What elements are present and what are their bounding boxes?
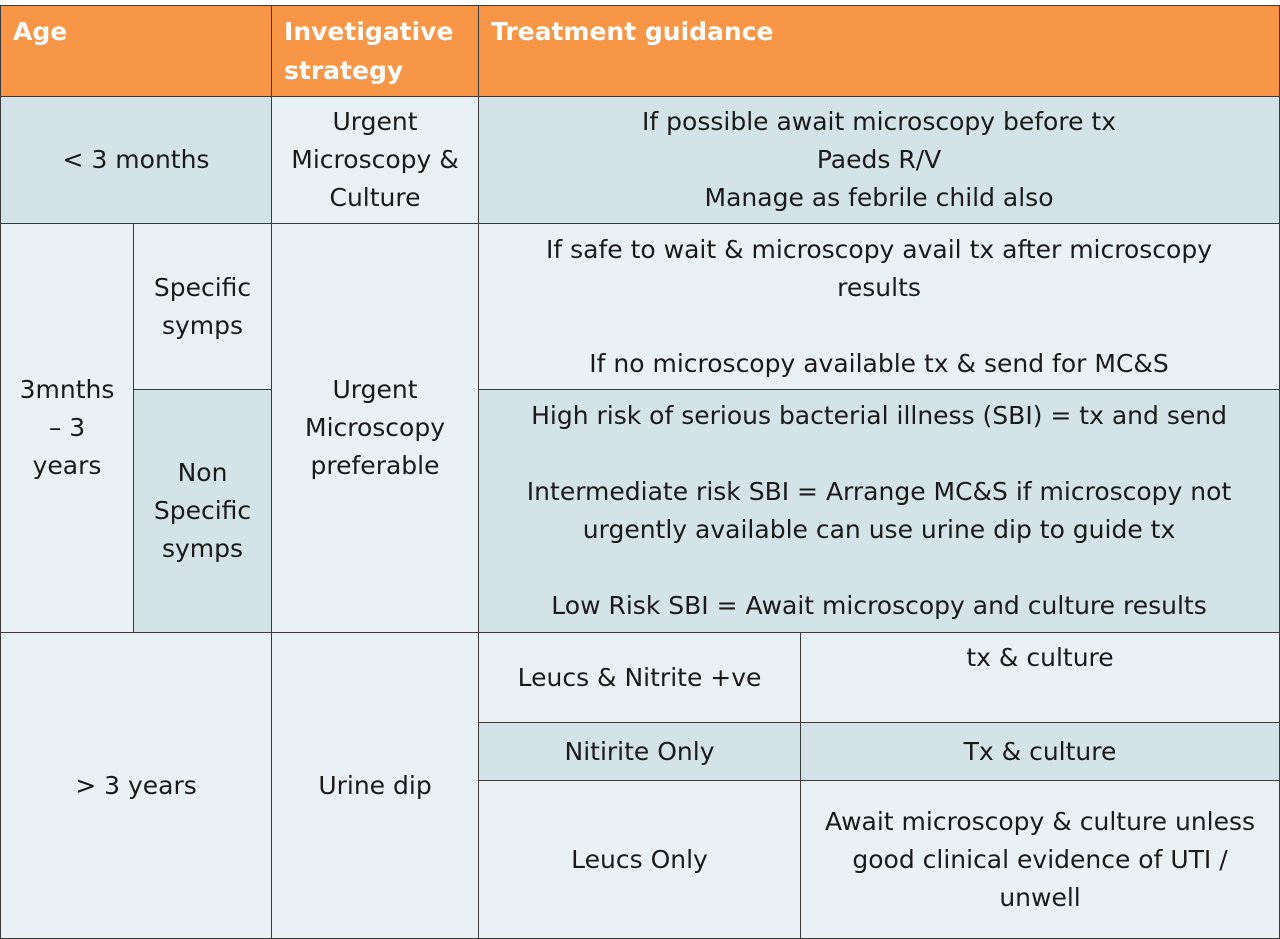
treatment-line: Low Risk SBI = Await microscopy and culture results: [551, 591, 1207, 620]
spacer: [487, 549, 1271, 587]
label-line: symps: [161, 534, 244, 563]
specific-symptoms-label: [134, 224, 272, 390]
age-line: 3mnths: [19, 375, 115, 404]
age-3-months-to-3-years: [1, 224, 134, 633]
treatment-leucs-and-nitrite: tx & culture: [801, 633, 1280, 723]
spacer: [487, 307, 1271, 345]
treatment-specific-symptoms: [479, 224, 1280, 390]
header-treatment: Treatment guidance: [479, 6, 1280, 97]
strategy-line: Urgent: [332, 375, 418, 404]
age-line: years: [32, 451, 102, 480]
strategy-line: Microscopy: [305, 413, 446, 442]
treatment-line: Intermediate risk SBI = Arrange MC&S if microscopy not: [526, 477, 1232, 506]
dip-result-nitrite-only: Nitirite Only: [479, 723, 801, 781]
row-specific-symptoms: [1, 224, 1280, 390]
row-leucs-and-nitrite: [1, 633, 1280, 723]
uti-guidance-table: [0, 5, 1279, 936]
treatment-line: good clinical evidence of UTI /: [852, 844, 1228, 874]
header-row: [1, 6, 1280, 97]
header-strategy-line-2: strategy: [284, 56, 404, 85]
treatment-non-specific-symptoms: [479, 390, 1280, 633]
row-under-3-months: [1, 97, 1280, 224]
treatment-line: unwell: [999, 882, 1081, 912]
guidance-table: [0, 5, 1280, 939]
header-strategy-line-1: Invetigative: [284, 17, 454, 46]
strategy-line: Culture: [329, 183, 421, 212]
age-under-3-months: < 3 months: [1, 97, 272, 224]
age-over-3-years: > 3 years: [1, 633, 272, 939]
treatment-under-3-months: [479, 97, 1280, 224]
row-non-specific-symptoms: [1, 390, 1280, 633]
treatment-leucs-only: [801, 781, 1280, 939]
age-line: – 3: [48, 413, 86, 442]
treatment-line: If safe to wait & microscopy avail tx after microscopy: [546, 234, 1213, 264]
treatment-line: If no microscopy available tx & send for MC&S: [589, 348, 1169, 378]
strategy-over-3-years: Urine dip: [272, 633, 479, 939]
non-specific-symptoms-label: [134, 390, 272, 633]
label-line: Specific: [153, 272, 252, 302]
treatment-line: results: [837, 272, 921, 302]
dip-result-leucs-and-nitrite: Leucs & Nitrite +ve: [479, 633, 801, 723]
strategy-line: Microscopy &: [291, 145, 459, 174]
strategy-under-3-months: [272, 97, 479, 224]
label-line: Non: [177, 458, 228, 487]
treatment-line: Await microscopy & culture unless: [825, 806, 1256, 836]
spacer: [487, 435, 1271, 473]
treatment-line: urgently available can use urine dip to guide tx: [582, 515, 1176, 544]
label-line: Specific: [153, 496, 252, 525]
dip-result-leucs-only: Leucs Only: [479, 781, 801, 939]
treatment-nitrite-only: Tx & culture: [801, 723, 1280, 781]
header-strategy: [272, 6, 479, 97]
strategy-line: preferable: [310, 451, 440, 480]
strategy-3-months-to-3-years: [272, 224, 479, 633]
treatment-line: If possible await microscopy before tx: [642, 107, 1116, 136]
treatment-line: Manage as febrile child also: [704, 183, 1054, 212]
treatment-line: High risk of serious bacterial illness (SBI) = tx and send: [531, 401, 1227, 430]
strategy-line: Urgent: [332, 107, 418, 136]
treatment-line: Paeds R/V: [816, 145, 942, 174]
label-line: symps: [161, 310, 244, 340]
header-age: Age: [1, 6, 272, 97]
